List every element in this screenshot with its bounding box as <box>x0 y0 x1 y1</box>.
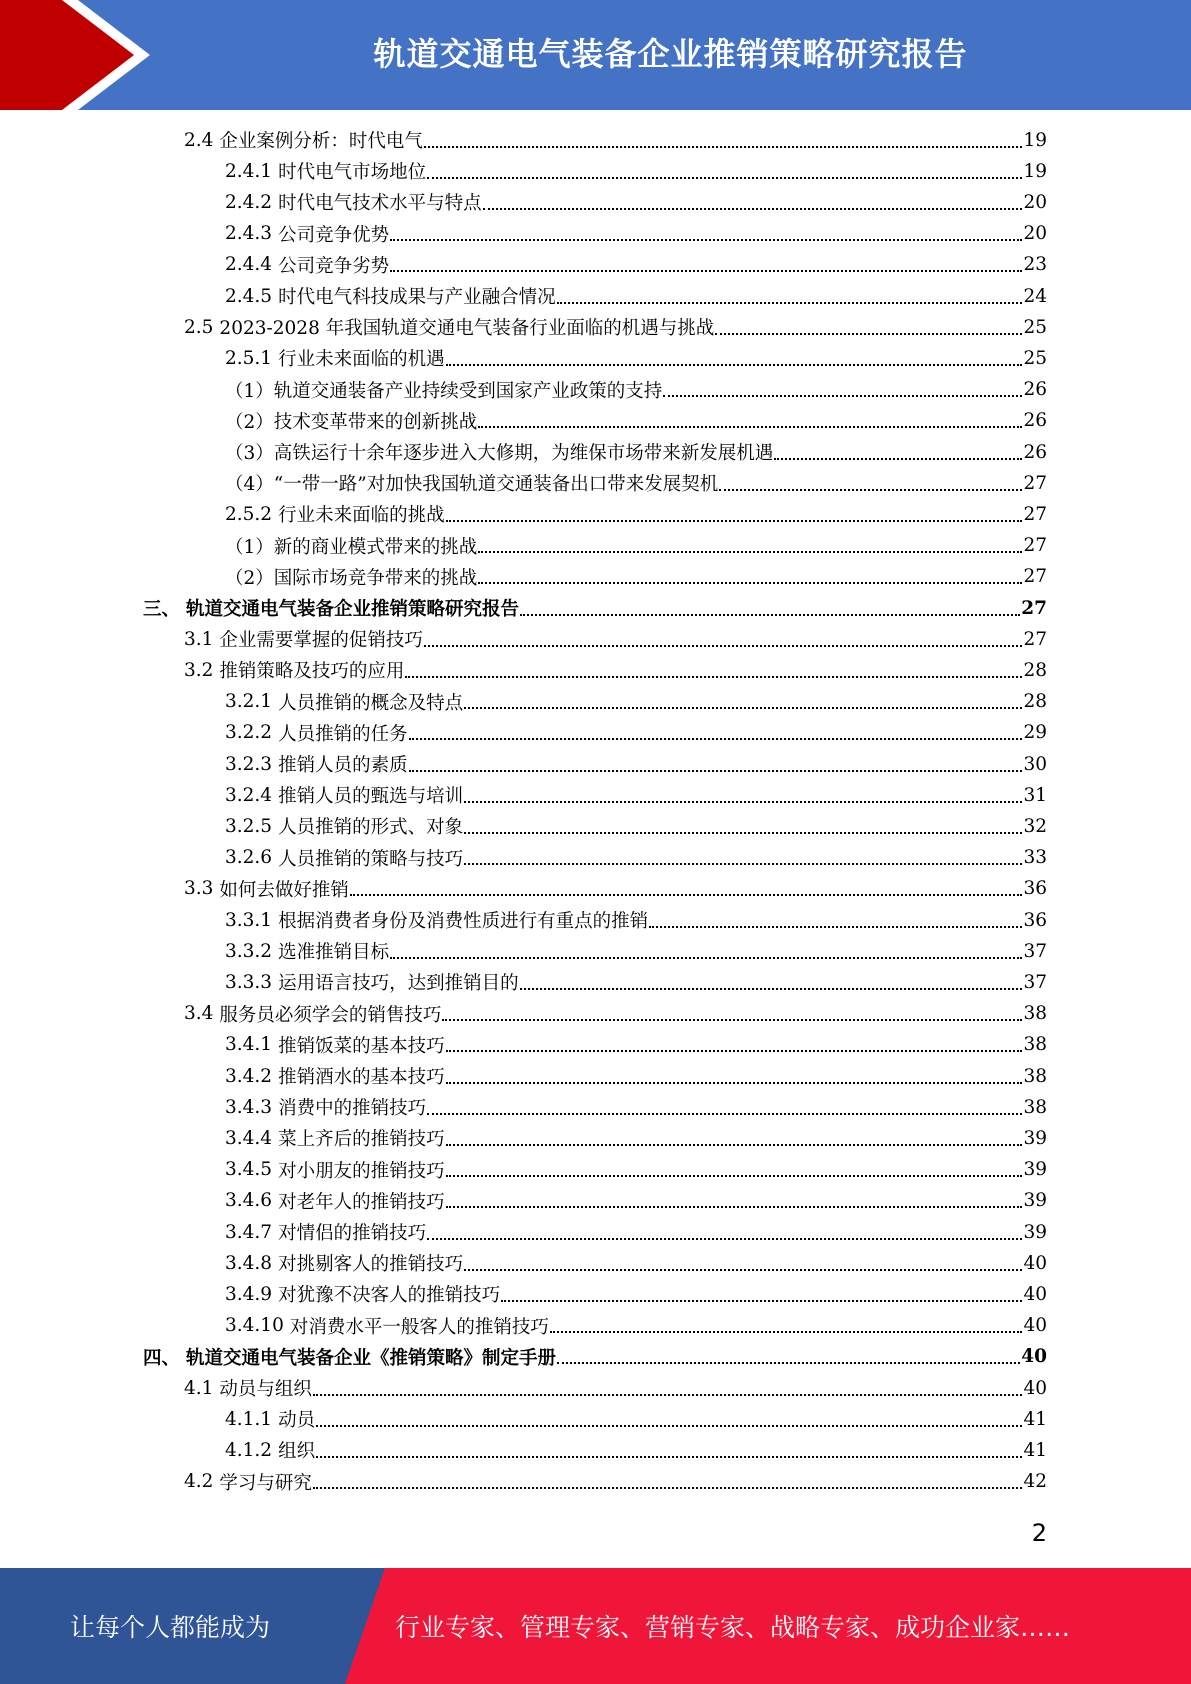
toc-entry[interactable] <box>225 437 1047 467</box>
toc-entry[interactable] <box>225 1435 1047 1465</box>
toc-entry-page: 26 <box>1023 379 1047 401</box>
toc-entry-number: 4.2 <box>184 1471 214 1493</box>
toc-entry-number: 3.4.4 <box>225 1127 273 1149</box>
toc-entry-number: 2.4 <box>184 129 214 151</box>
toc-entry-number: 2.5 <box>184 316 214 338</box>
toc-entry[interactable] <box>225 718 1047 748</box>
toc-dot-leader <box>464 831 1022 834</box>
toc-entry-page: 41 <box>1023 1408 1047 1430</box>
toc-entry[interactable] <box>225 562 1047 592</box>
toc-entry[interactable] <box>225 375 1047 405</box>
toc-entry-page: 38 <box>1023 1096 1047 1118</box>
toc-dot-leader <box>478 550 1022 553</box>
toc-entry[interactable] <box>225 499 1047 529</box>
toc-entry-page: 23 <box>1023 254 1047 276</box>
toc-dot-leader <box>446 1205 1023 1208</box>
toc-entry[interactable] <box>225 749 1047 779</box>
toc-entry-page: 37 <box>1023 971 1047 993</box>
toc-entry[interactable] <box>184 125 1047 155</box>
toc-entry-page: 40 <box>1023 1252 1047 1274</box>
toc-entry[interactable] <box>225 406 1047 436</box>
toc-entry-page: 37 <box>1023 940 1047 962</box>
toc-entry-page: 42 <box>1023 1471 1047 1493</box>
toc-entry-number: 3.4 <box>184 1003 214 1025</box>
toc-dot-leader <box>464 862 1022 865</box>
toc-dot-leader <box>350 893 1023 896</box>
toc-entry-title: 轨道交通电气装备企业推销策略研究报告 <box>186 599 520 620</box>
toc-dot-leader <box>427 176 1022 179</box>
toc-entry-page: 27 <box>1021 597 1047 619</box>
toc-entry-title: 菜上齐后的推销技巧 <box>278 1129 445 1151</box>
toc-entry-title: 高铁运行十余年逐步进入大修期，为维保市场带来新发展机遇 <box>273 443 774 464</box>
toc-dot-leader <box>464 1268 1022 1271</box>
toc-entry-title: 对挑剔客人的推销技巧 <box>278 1254 464 1276</box>
toc-entry-number: 3.2.3 <box>225 753 273 775</box>
toc-entry[interactable] <box>143 1342 1047 1372</box>
toc-entry-number: 2.5.1 <box>225 347 273 369</box>
toc-entry-page: 27 <box>1023 503 1047 525</box>
toc-entry-title: 学习与研究 <box>219 1472 312 1494</box>
toc-entry[interactable] <box>184 1373 1047 1403</box>
toc-dot-leader <box>313 1393 1023 1396</box>
toc-entry-title: 2023-2028 年我国轨道交通电气装备行业面临的机遇与挑战 <box>219 318 715 340</box>
toc-dot-leader <box>483 207 1023 210</box>
toc-entry-number: 3.4.3 <box>225 1096 273 1118</box>
toc-entry[interactable] <box>225 780 1047 810</box>
toc-dot-leader <box>409 769 1023 772</box>
toc-entry-title: 对犹豫不决客人的推销技巧 <box>278 1285 501 1307</box>
toc-entry[interactable] <box>225 1155 1047 1185</box>
toc-dot-leader <box>719 488 1022 491</box>
toc-entry-title: 技术变革带来的创新挑战 <box>273 411 478 433</box>
toc-entry-page: 33 <box>1023 847 1047 869</box>
toc-entry-page: 32 <box>1023 815 1047 837</box>
toc-entry-number: （1） <box>225 536 274 558</box>
page-header <box>0 0 1191 110</box>
toc-entry-title: 动员 <box>278 1410 316 1432</box>
toc-entry[interactable] <box>225 811 1047 841</box>
toc-entry-title: 人员推销的任务 <box>278 723 408 745</box>
toc-entry-number: 3.2.5 <box>225 815 273 837</box>
toc-entry-number: 2.4.2 <box>225 191 273 213</box>
toc-dot-leader <box>409 737 1023 740</box>
toc-entry-title: 企业案例分析：时代电气 <box>219 131 423 152</box>
toc-entry-number: 3.2.2 <box>225 722 273 744</box>
toc-entry[interactable] <box>225 156 1047 186</box>
toc-entry-title: 人员推销的概念及特点 <box>278 692 464 714</box>
toc-entry-title: 国际市场竞争带来的挑战 <box>273 567 478 589</box>
toc-entry-page: 19 <box>1023 129 1047 151</box>
toc-entry-number: 3.4.1 <box>225 1034 273 1056</box>
toc-dot-leader <box>424 145 1023 148</box>
toc-dot-leader <box>442 1018 1022 1021</box>
page-number: 2 <box>1031 1519 1047 1547</box>
toc-entry-title: 组织 <box>278 1441 316 1463</box>
toc-dot-leader <box>405 675 1022 678</box>
toc-entry-number: 3.3 <box>184 878 214 900</box>
toc-dot-leader <box>501 1299 1022 1302</box>
toc-entry-number: 3.4.10 <box>225 1315 284 1337</box>
toc-entry[interactable] <box>225 343 1047 373</box>
toc-entry-number: 3.2.4 <box>225 784 273 806</box>
toc-entry-page: 27 <box>1023 628 1047 650</box>
toc-entry[interactable] <box>225 187 1047 217</box>
toc-entry-title: 推销策略及技巧的应用 <box>219 661 405 683</box>
toc-entry-title: 新的商业模式带来的挑战 <box>273 536 478 558</box>
toc-dot-leader <box>478 581 1022 584</box>
toc-entry-title: “一带一路”对加快我国轨道交通装备出口带来发展契机 <box>273 474 719 496</box>
toc-entry-page: 38 <box>1023 1034 1047 1056</box>
toc-entry-title: 推销酒水的基本技巧 <box>278 1067 445 1088</box>
toc-entry-number: 2.5.2 <box>225 503 273 525</box>
toc-entry-number: 2.4.4 <box>225 254 273 276</box>
toc-entry-page: 26 <box>1023 441 1047 463</box>
toc-entry-page: 40 <box>1023 1377 1047 1399</box>
toc-dot-leader <box>478 425 1022 428</box>
toc-entry-number: （3） <box>225 443 274 464</box>
toc-entry[interactable] <box>225 1092 1047 1122</box>
toc-entry-number: 3.4.7 <box>225 1221 273 1243</box>
toc-entry-title: 行业未来面临的挑战 <box>278 505 445 527</box>
toc-dot-leader <box>557 301 1023 304</box>
toc-entry-page: 27 <box>1023 566 1047 588</box>
toc-entry-title: 时代电气技术水平与特点 <box>278 193 482 215</box>
toc-entry[interactable] <box>184 874 1047 904</box>
toc-entry-number: 3.3.3 <box>225 971 273 993</box>
toc-entry-title: 服务员必须学会的销售技巧 <box>219 1004 442 1026</box>
toc-entry-number: 3.2.6 <box>225 847 273 869</box>
toc-entry-title: 推销人员的甄选与培训 <box>278 786 464 808</box>
toc-entry-title: 如何去做好推销 <box>219 879 349 901</box>
toc-entry[interactable] <box>225 1217 1047 1247</box>
toc-entry-page: 39 <box>1023 1190 1047 1212</box>
toc-entry-page: 40 <box>1021 1346 1047 1368</box>
toc-entry-page: 39 <box>1023 1159 1047 1181</box>
toc-dot-leader <box>424 644 1023 647</box>
toc-entry-page: 27 <box>1023 472 1047 494</box>
toc-entry[interactable] <box>225 905 1047 935</box>
toc-entry-page: 28 <box>1023 691 1047 713</box>
toc-dot-leader <box>390 238 1022 241</box>
toc-dot-leader <box>427 1237 1022 1240</box>
toc-entry-number: 3.3.1 <box>225 909 273 931</box>
toc-entry-number: 4.1.2 <box>225 1439 273 1461</box>
toc-entry[interactable] <box>143 593 1047 623</box>
toc-entry[interactable] <box>225 281 1047 311</box>
toc-dot-leader <box>520 613 1020 616</box>
toc-entry-page: 24 <box>1023 285 1047 307</box>
toc-entry-title: 时代电气市场地位 <box>278 162 427 184</box>
toc-entry-page: 25 <box>1023 316 1047 338</box>
toc-entry-title: 消费中的推销技巧 <box>278 1098 427 1120</box>
report-title: 轨道交通电气装备企业推销策略研究报告 <box>373 35 968 73</box>
toc-dot-leader <box>390 269 1022 272</box>
toc-entry-page: 29 <box>1023 722 1047 744</box>
toc-entry[interactable] <box>225 1248 1047 1278</box>
toc-entry-number: 3.2 <box>184 659 214 681</box>
toc-entry-page: 40 <box>1023 1283 1047 1305</box>
toc-dot-leader <box>520 987 1023 990</box>
toc-entry-number: 2.4.3 <box>225 223 273 245</box>
toc-entry[interactable] <box>225 1030 1047 1060</box>
toc-dot-leader <box>557 1361 1020 1364</box>
toc-entry[interactable] <box>184 999 1047 1029</box>
toc-dot-leader <box>663 394 1022 397</box>
toc-dot-leader <box>427 1112 1022 1115</box>
toc-entry[interactable] <box>225 967 1047 997</box>
toc-dot-leader <box>390 956 1022 959</box>
toc-dot-leader <box>446 1049 1023 1052</box>
toc-entry-title: 对小朋友的推销技巧 <box>278 1160 445 1182</box>
toc-entry[interactable] <box>225 843 1047 873</box>
toc-entry-number: 4.1.1 <box>225 1408 273 1430</box>
toc-entry[interactable] <box>225 1311 1047 1341</box>
toc-entry-number: （4） <box>225 474 274 496</box>
toc-entry-number: 3.2.1 <box>225 691 273 713</box>
toc-entry-page: 36 <box>1023 909 1047 931</box>
toc-entry-page: 36 <box>1023 878 1047 900</box>
toc-dot-leader <box>774 457 1022 460</box>
toc-entry-page: 38 <box>1023 1003 1047 1025</box>
toc-entry-number: （2） <box>225 567 274 589</box>
toc-entry-title: 企业需要掌握的促销技巧 <box>219 630 423 652</box>
toc-entry-page: 39 <box>1023 1221 1047 1243</box>
toc-entry-page: 28 <box>1023 659 1047 681</box>
toc-entry[interactable] <box>225 1279 1047 1309</box>
toc-entry-page: 41 <box>1023 1439 1047 1461</box>
toc-entry[interactable] <box>184 624 1047 654</box>
toc-entry-title: 运用语言技巧，达到推销目的 <box>278 973 519 995</box>
toc-entry-title: 轨道交通装备产业持续受到国家产业政策的支持 <box>273 380 663 402</box>
toc-entry[interactable] <box>225 936 1047 966</box>
toc-entry-title: 对情侣的推销技巧 <box>278 1223 427 1244</box>
toc-entry-title: 时代电气科技成果与产业融合情况 <box>278 287 556 308</box>
toc-dot-leader <box>316 1424 1022 1427</box>
toc-entry[interactable] <box>225 468 1047 498</box>
toc-entry[interactable] <box>184 655 1047 685</box>
toc-entry-page: 19 <box>1023 160 1047 182</box>
toc-entry[interactable] <box>184 312 1047 342</box>
toc-entry-title: 动员与组织 <box>219 1379 312 1400</box>
toc-entry-page: 39 <box>1023 1127 1047 1149</box>
toc-dot-leader <box>446 363 1023 366</box>
toc-entry-number: 4.1 <box>184 1377 214 1399</box>
chevron-icon <box>0 0 150 110</box>
toc-entry-number: 3.4.9 <box>225 1283 273 1305</box>
toc-entry-number: 2.4.5 <box>225 285 273 307</box>
toc-dot-leader <box>313 1486 1023 1489</box>
toc-entry[interactable] <box>225 1061 1047 1091</box>
toc-entry-title: 公司竞争优势 <box>278 224 390 246</box>
toc-entry-number: （2） <box>225 411 274 433</box>
toc-entry-title: 人员推销的形式、对象 <box>278 817 464 839</box>
toc-entry-title: 选准推销目标 <box>278 942 390 964</box>
toc-entry-title: 根据消费者身份及消费性质进行有重点的推销 <box>278 911 649 932</box>
page-footer <box>0 1568 1191 1684</box>
toc-entry-page: 26 <box>1023 410 1047 432</box>
toc-entry-title: 公司竞争劣势 <box>278 255 390 277</box>
toc-dot-leader <box>464 706 1022 709</box>
toc-entry-number: 三、 <box>143 599 181 620</box>
toc-entry-title: 行业未来面临的机遇 <box>278 349 445 371</box>
footer-slogan-right: 行业专家、管理专家、营销专家、战略专家、成功企业家…… <box>395 1613 1071 1642</box>
toc-entry[interactable] <box>225 1123 1047 1153</box>
toc-entry-page: 31 <box>1023 784 1047 806</box>
toc-entry-title: 轨道交通电气装备企业《推销策略》制定手册 <box>186 1347 557 1369</box>
toc-entry-page: 30 <box>1023 753 1047 775</box>
toc-entry[interactable] <box>225 250 1047 280</box>
toc-entry-title: 对老年人的推销技巧 <box>278 1191 445 1213</box>
toc-dot-leader <box>550 1330 1023 1333</box>
toc-entry-page: 20 <box>1023 191 1047 213</box>
toc-entry-page: 27 <box>1023 535 1047 557</box>
toc-entry-number: 四、 <box>143 1347 181 1369</box>
toc-entry-number: （1） <box>225 380 274 402</box>
toc-dot-leader <box>316 1455 1022 1458</box>
toc-entry[interactable] <box>225 1404 1047 1434</box>
toc-dot-leader <box>446 1174 1023 1177</box>
toc-entry[interactable] <box>225 687 1047 717</box>
toc-entry-page: 38 <box>1023 1065 1047 1087</box>
toc-entry-title: 人员推销的策略与技巧 <box>278 848 464 870</box>
toc-dot-leader <box>464 800 1022 803</box>
toc-entry-number: 3.4.2 <box>225 1065 273 1087</box>
toc-entry-title: 推销饭菜的基本技巧 <box>278 1035 445 1057</box>
toc-dot-leader <box>446 1143 1023 1146</box>
toc-dot-leader <box>649 925 1022 928</box>
toc-entry[interactable] <box>225 531 1047 561</box>
toc-dot-leader <box>446 1081 1023 1084</box>
toc-entry-number: 3.4.5 <box>225 1159 273 1181</box>
toc-entry-number: 3.4.8 <box>225 1252 273 1274</box>
footer-slogan-left: 让每个人都能成为 <box>69 1613 270 1642</box>
toc-entry-title: 对消费水平一般客人的推销技巧 <box>289 1316 549 1338</box>
toc-entry-number: 2.4.1 <box>225 160 273 182</box>
toc-entry-number: 3.4.6 <box>225 1190 273 1212</box>
toc-entry[interactable] <box>225 1186 1047 1216</box>
toc-entry-number: 3.1 <box>184 628 214 650</box>
toc-entry-number: 3.3.2 <box>225 940 273 962</box>
toc-entry[interactable] <box>225 219 1047 249</box>
toc-entry-page: 40 <box>1023 1315 1047 1337</box>
toc-entry[interactable] <box>184 1467 1047 1497</box>
toc-entry-page: 20 <box>1023 223 1047 245</box>
toc-entry-title: 推销人员的素质 <box>278 755 408 776</box>
toc-entry-page: 25 <box>1023 347 1047 369</box>
toc-dot-leader <box>715 332 1022 335</box>
toc-dot-leader <box>446 519 1023 522</box>
